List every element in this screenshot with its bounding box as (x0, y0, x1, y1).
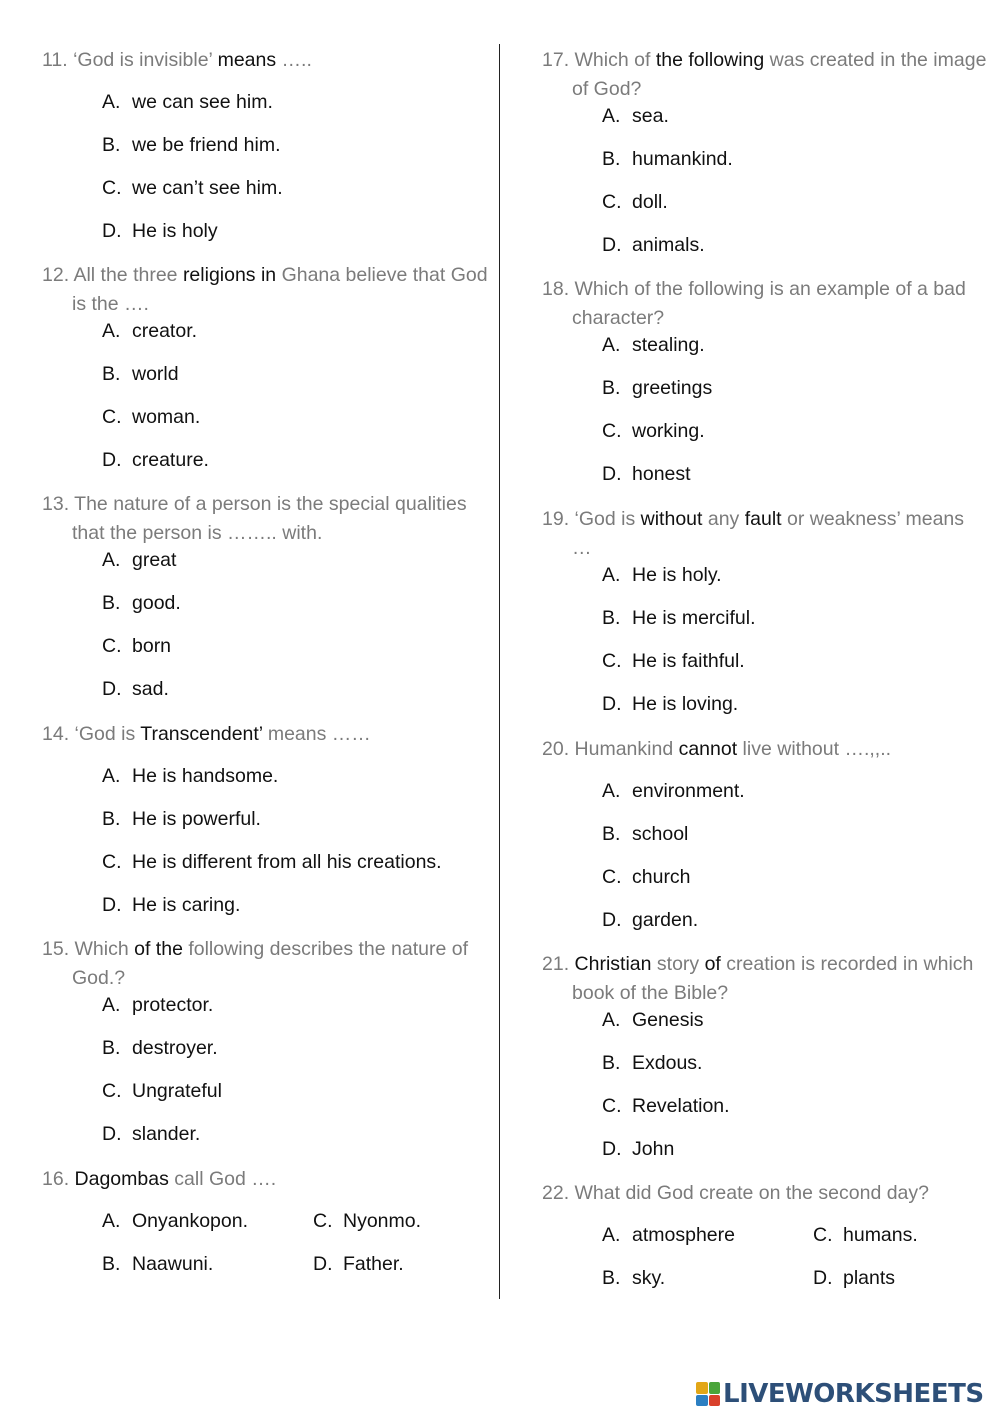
column-divider (499, 44, 500, 1299)
option-d[interactable] (602, 1137, 674, 1161)
option-text: He is handsome. (132, 765, 279, 787)
question-21 (542, 950, 987, 1160)
option-c[interactable] (602, 1094, 730, 1118)
option-text: church (632, 866, 691, 888)
option-letter: A. (602, 105, 621, 127)
option-text: Nyonmo. (343, 1210, 422, 1232)
stem-text: any (702, 508, 745, 530)
option-letter: A. (102, 320, 121, 342)
stem-text: creation is recorded in which book of the Bible? (572, 953, 974, 1004)
option-c[interactable] (102, 850, 442, 874)
option-b[interactable] (102, 362, 179, 386)
option-a[interactable] (102, 764, 278, 788)
option-text: Onyankopon. (132, 1210, 249, 1232)
question-stem (542, 46, 987, 104)
option-letter: A. (102, 994, 121, 1016)
option-text: Genesis (632, 1009, 704, 1031)
option-letter: B. (102, 134, 121, 156)
option-a[interactable] (602, 779, 745, 803)
option-text: He is loving. (632, 693, 739, 715)
liveworksheets-logo-mark-icon (696, 1382, 720, 1406)
question-stem (42, 46, 492, 75)
option-text: school (632, 823, 689, 845)
option-b[interactable] (102, 591, 181, 615)
option-letter: B. (602, 377, 621, 399)
option-text: stealing. (632, 334, 705, 356)
option-a[interactable] (602, 333, 705, 357)
option-d[interactable] (602, 462, 691, 486)
option-text: plants (843, 1267, 896, 1289)
stem-text: 18. Which of the following is an example of a bad character? (542, 278, 966, 329)
option-letter: C. (602, 650, 622, 672)
question-17 (542, 46, 987, 256)
logo-square (696, 1382, 708, 1394)
stem-text: 19. ‘God is (542, 508, 641, 530)
option-letter: B. (102, 592, 121, 614)
option-text: we be friend him. (132, 134, 281, 156)
logo-square (709, 1395, 721, 1407)
option-letter: D. (602, 909, 622, 931)
option-letter: D. (602, 463, 622, 485)
option-letter: D. (102, 894, 122, 916)
option-letter: D. (813, 1267, 833, 1289)
option-text: world (132, 363, 179, 385)
option-letter: C. (102, 635, 122, 657)
option-text: doll. (632, 191, 668, 213)
option-letter: B. (602, 1052, 621, 1074)
option-b[interactable] (602, 1051, 702, 1075)
option-letter: C. (602, 1095, 622, 1117)
question-stem (542, 505, 987, 563)
option-letter: A. (102, 91, 121, 113)
option-text: creator. (132, 320, 198, 342)
option-b[interactable] (602, 376, 712, 400)
option-letter: B. (602, 823, 621, 845)
option-d[interactable] (313, 1252, 404, 1276)
option-c[interactable] (602, 865, 691, 889)
option-a[interactable] (102, 319, 197, 343)
option-a[interactable] (102, 548, 176, 572)
option-letter: B. (602, 607, 621, 629)
question-stem (42, 490, 492, 548)
option-a[interactable] (602, 1008, 704, 1032)
option-letter: B. (102, 808, 121, 830)
option-d[interactable] (813, 1266, 895, 1290)
option-letter: B. (602, 148, 621, 170)
option-letter: A. (602, 564, 621, 586)
option-letter: C. (602, 420, 622, 442)
option-text: destroyer. (132, 1037, 218, 1059)
option-letter: B. (102, 1253, 121, 1275)
option-text: garden. (632, 909, 699, 931)
question-15 (42, 935, 492, 1145)
option-c[interactable] (602, 190, 668, 214)
option-letter: D. (102, 220, 122, 242)
stem-text: live without ….,,.. (737, 738, 892, 760)
option-d[interactable] (102, 448, 209, 472)
option-text: atmosphere (632, 1224, 735, 1246)
stem-text: 21. (542, 953, 575, 975)
option-text: honest (632, 463, 691, 485)
option-d[interactable] (102, 219, 218, 243)
option-c[interactable] (102, 634, 171, 658)
option-letter: D. (602, 693, 622, 715)
option-b[interactable] (102, 1036, 218, 1060)
stem-text: 15. Which (42, 938, 135, 960)
stem-text: 22. What did God create on the second day? (542, 1182, 930, 1204)
question-18 (542, 275, 987, 485)
option-text: protector. (132, 994, 214, 1016)
option-a[interactable] (602, 1223, 735, 1247)
stem-keyword: of the (134, 938, 183, 960)
option-text: humankind. (632, 148, 733, 170)
option-d[interactable] (102, 893, 240, 917)
option-letter: D. (102, 678, 122, 700)
option-text: He is powerful. (132, 808, 261, 830)
option-text: Revelation. (632, 1095, 730, 1117)
option-b[interactable] (602, 606, 756, 630)
option-c[interactable] (602, 649, 745, 673)
logo-square (696, 1395, 708, 1407)
option-text: working. (632, 420, 705, 442)
option-letter: C. (102, 406, 122, 428)
option-letter: C. (813, 1224, 833, 1246)
option-c[interactable] (102, 1079, 222, 1103)
option-b[interactable] (102, 133, 281, 157)
option-text: good. (132, 592, 181, 614)
option-text: He is merciful. (632, 607, 756, 629)
question-14 (42, 720, 492, 916)
option-letter: A. (602, 334, 621, 356)
option-text: slander. (132, 1123, 201, 1145)
stem-keyword: religions in (182, 264, 277, 286)
question-16 (42, 1165, 492, 1275)
option-letter: A. (602, 780, 621, 802)
question-stem (42, 1165, 492, 1194)
option-text: greetings (632, 377, 713, 399)
question-stem (42, 720, 492, 749)
option-text: sad. (132, 678, 169, 700)
option-text: John (632, 1138, 675, 1160)
option-a[interactable] (102, 1209, 248, 1233)
option-text: creature. (132, 449, 209, 471)
stem-keyword: Dagombas (74, 1168, 169, 1190)
question-stem (542, 735, 987, 764)
option-text: He is holy. (632, 564, 722, 586)
option-letter: B. (102, 1037, 121, 1059)
stem-text: call God …. (168, 1168, 277, 1190)
stem-keyword: cannot (678, 738, 738, 760)
option-letter: D. (602, 1138, 622, 1160)
question-19 (542, 505, 987, 715)
question-22 (542, 1179, 987, 1289)
logo-text: LIVEWORKSHEETS (723, 1379, 984, 1409)
option-letter: A. (102, 765, 121, 787)
stem-keyword: Transcendent’ (140, 723, 263, 745)
question-stem (542, 950, 987, 1008)
option-text: Father. (343, 1253, 404, 1275)
option-letter: C. (313, 1210, 333, 1232)
option-c[interactable] (602, 419, 705, 443)
option-letter: D. (602, 234, 622, 256)
option-d[interactable] (102, 1122, 200, 1146)
stem-keyword: without (640, 508, 703, 530)
option-letter: B. (602, 1267, 621, 1289)
stem-text: was created in the image of God? (572, 49, 987, 100)
option-text: sea. (632, 105, 669, 127)
option-text: we can’t see him. (132, 177, 283, 199)
option-a[interactable] (102, 993, 213, 1017)
stem-text: 12. All the three (42, 264, 183, 286)
option-b[interactable] (602, 1266, 665, 1290)
stem-text: story (651, 953, 705, 975)
option-d[interactable] (102, 677, 169, 701)
stem-text: following describes the nature of God.? (72, 938, 469, 989)
stem-keyword: the following (655, 49, 765, 71)
option-letter: C. (102, 177, 122, 199)
option-letter: A. (102, 549, 121, 571)
option-c[interactable] (102, 405, 200, 429)
question-20 (542, 735, 987, 931)
stem-keyword: of (704, 953, 721, 975)
stem-text: ….. (276, 49, 312, 71)
stem-keyword: Christian (574, 953, 652, 975)
option-letter: B. (102, 363, 121, 385)
stem-text: 17. Which of (542, 49, 656, 71)
stem-keyword: fault (744, 508, 782, 530)
option-text: sky. (632, 1267, 666, 1289)
option-c[interactable] (813, 1223, 918, 1247)
option-text: He is caring. (132, 894, 241, 916)
question-12 (42, 261, 492, 471)
option-text: born (132, 635, 172, 657)
stem-text: 14. ‘God is (42, 723, 141, 745)
option-text: Exdous. (632, 1052, 703, 1074)
option-letter: C. (102, 1080, 122, 1102)
option-text: woman. (132, 406, 201, 428)
stem-text: means …… (262, 723, 371, 745)
option-letter: C. (602, 191, 622, 213)
option-text: Naawuni. (132, 1253, 214, 1275)
question-stem (542, 1179, 987, 1208)
stem-text: or weakness’ means … (572, 508, 965, 559)
option-text: He is faithful. (632, 650, 745, 672)
stem-text: 16. (42, 1168, 75, 1190)
option-text: Ungrateful (132, 1080, 222, 1102)
option-a[interactable] (102, 90, 273, 114)
stem-text: 13. The nature of a person is the special qualities that the person is …….. with. (42, 493, 467, 544)
option-text: He is holy (132, 220, 218, 242)
question-stem (42, 935, 492, 993)
liveworksheets-logo[interactable] (696, 1377, 984, 1411)
question-stem (42, 261, 492, 319)
stem-text: Ghana believe that God is the …. (72, 264, 488, 315)
option-letter: A. (102, 1210, 121, 1232)
option-d[interactable] (602, 233, 705, 257)
option-letter: A. (602, 1224, 621, 1246)
option-letter: C. (102, 851, 122, 873)
option-b[interactable] (602, 822, 688, 846)
logo-square (709, 1382, 721, 1394)
option-a[interactable] (602, 563, 722, 587)
question-13 (42, 490, 492, 700)
option-a[interactable] (602, 104, 669, 128)
option-letter: D. (313, 1253, 333, 1275)
option-d[interactable] (602, 692, 738, 716)
question-stem (542, 275, 987, 333)
stem-text: 11. ‘God is invisible’ (42, 49, 218, 71)
option-text: environment. (632, 780, 745, 802)
option-b[interactable] (602, 147, 733, 171)
option-text: He is different from all his creations. (132, 851, 442, 873)
question-11 (42, 46, 492, 242)
stem-keyword: means (217, 49, 277, 71)
option-text: animals. (632, 234, 705, 256)
option-letter: C. (602, 866, 622, 888)
option-c[interactable] (313, 1209, 421, 1233)
option-text: we can see him. (132, 91, 273, 113)
option-text: humans. (843, 1224, 918, 1246)
stem-text: 20. Humankind (542, 738, 679, 760)
option-d[interactable] (602, 908, 698, 932)
option-letter: D. (102, 1123, 122, 1145)
option-letter: D. (102, 449, 122, 471)
option-c[interactable] (102, 176, 283, 200)
option-b[interactable] (102, 807, 261, 831)
option-text: great (132, 549, 177, 571)
option-b[interactable] (102, 1252, 213, 1276)
option-letter: A. (602, 1009, 621, 1031)
